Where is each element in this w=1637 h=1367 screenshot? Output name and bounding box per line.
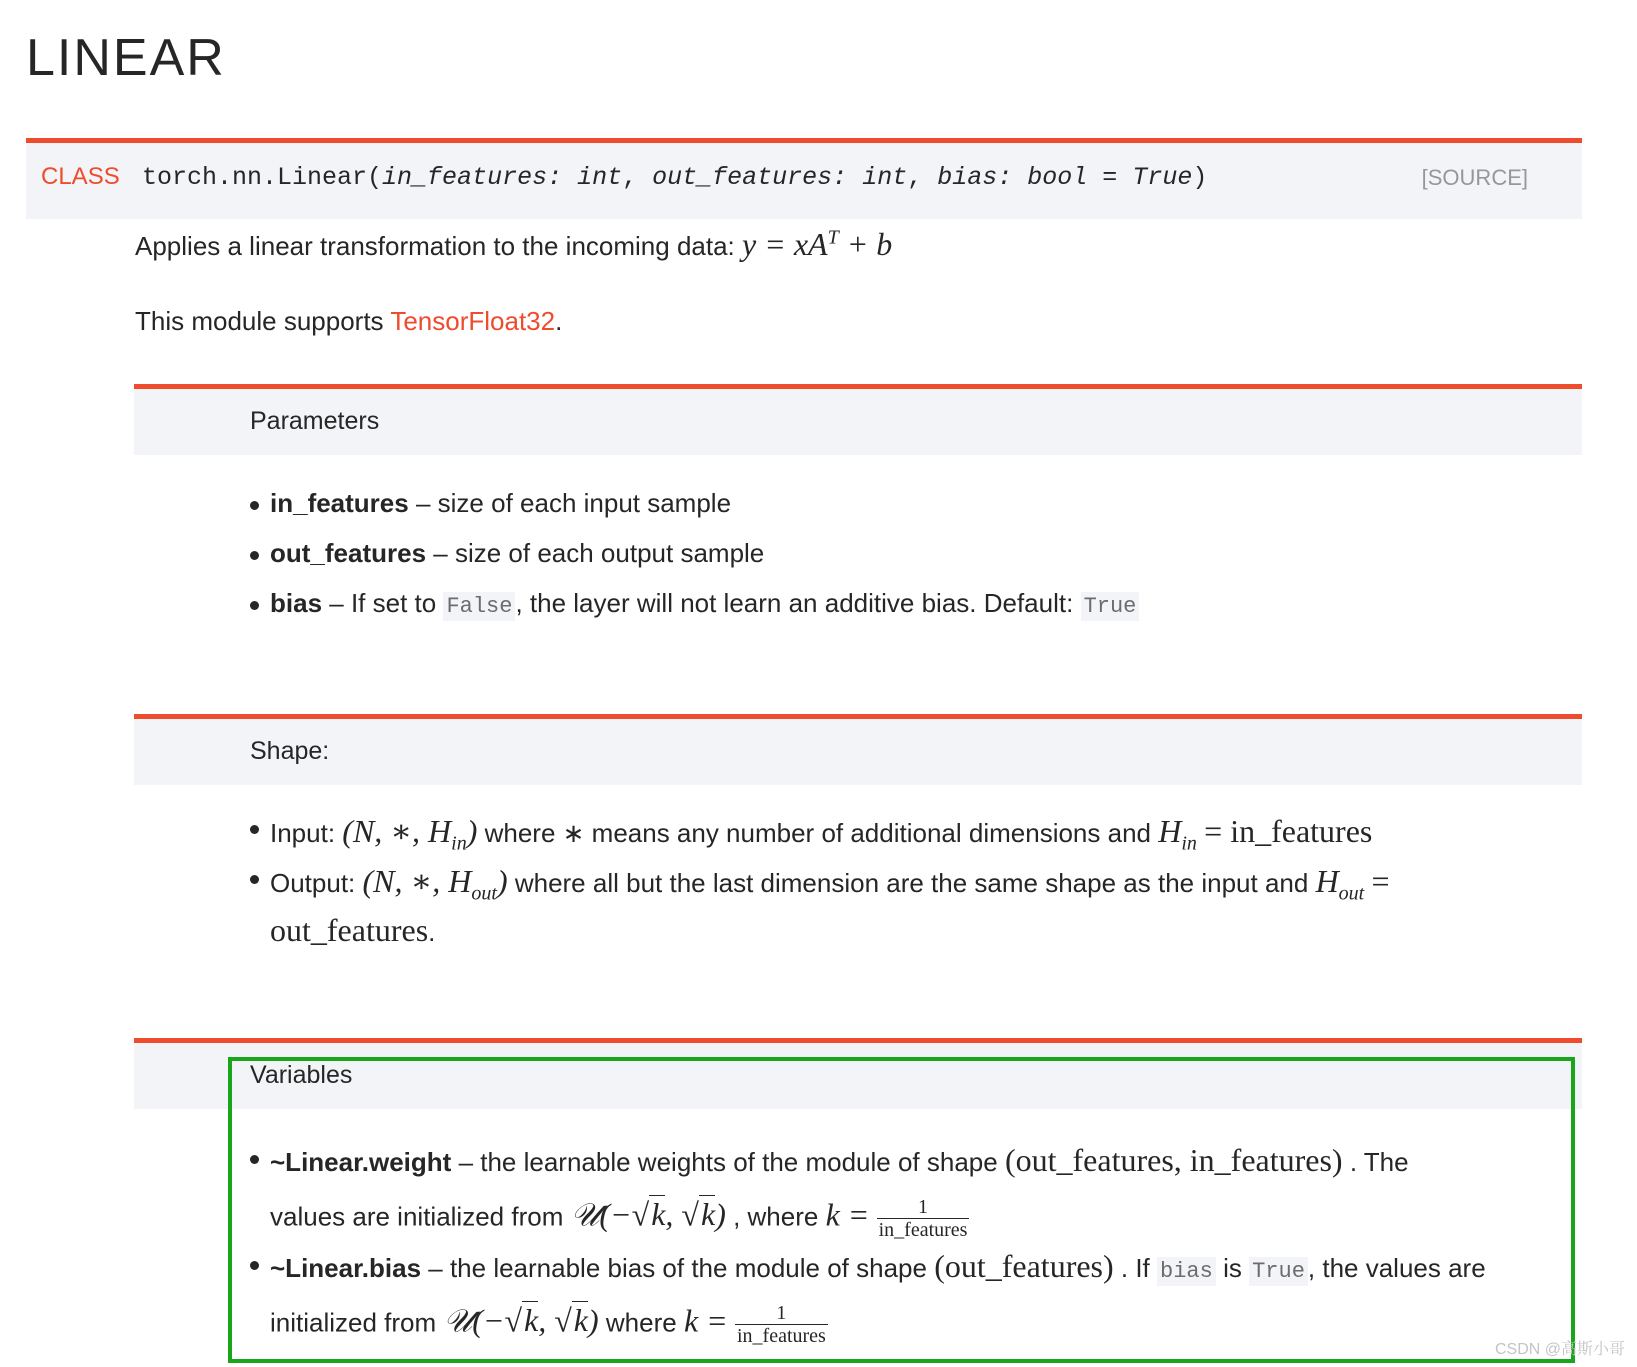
param-name: bias [270, 588, 323, 618]
tf32-note: This module supports TensorFloat32. [135, 306, 563, 336]
code-true: True [1081, 592, 1140, 621]
highlight-box [228, 1057, 1575, 1363]
output-shape-math: (N, ∗, $H_{out}$) [362, 863, 508, 905]
page-title: LINEAR [26, 29, 226, 87]
code-bias: bias [1157, 1257, 1216, 1286]
variable-name: ~Linear.weight [270, 1147, 452, 1177]
list-item: ~Linear.bias – the learnable bias of the module of shape (out_features) . If bias is True , the values are [270, 1248, 1486, 1284]
tensorfloat32-link[interactable]: TensorFloat32 [390, 306, 556, 336]
shape-header: Shape: [134, 714, 1582, 785]
list-item-continuation: initialized from 𝒰(−√k, √k) where k = $\frac{1}{\text{in\_features}}$ [270, 1302, 826, 1347]
list-item: in_features – size of each input sample [270, 488, 732, 518]
k-fraction: $\frac{1}{\text{in\_features}}$ [878, 1196, 968, 1241]
description-formula: $y = xA^T + b$ [742, 226, 893, 262]
list-item: out_features – size of each output sample [270, 538, 765, 568]
variables-header: Variables [134, 1038, 1582, 1109]
close-paren: ) [1192, 163, 1208, 192]
type-int-1: int [577, 163, 623, 192]
param-name: in_features [270, 488, 409, 518]
k-fraction: $\frac{1}{\text{in\_features}}$ [736, 1302, 826, 1347]
watermark: CSDN @高斯小哥 [1494, 1341, 1625, 1358]
type-bool: bool [1027, 163, 1088, 192]
param-out-features: out_features: [652, 163, 848, 192]
list-item: ~Linear.weight – the learnable weights of the module of shape (out_features, in_features) . The [270, 1142, 1409, 1178]
code-true: True [1249, 1257, 1308, 1286]
description-text: Applies a linear transformation to the incoming data: [135, 231, 735, 261]
code-false: False [443, 592, 515, 621]
param-name: out_features [270, 538, 427, 568]
signature-code: torch.nn.Linear(in_features: int, out_features: int, bias: bool = True) [142, 163, 1208, 192]
list-item: Input: (N, ∗, $H_{in}$) where ∗ means any number of additional dimensions and $H_{in}$ = in_features [270, 813, 1373, 855]
list-item: bias – If set to False , the layer will not learn an additive bias. Default: True [270, 588, 1139, 619]
uniform-dist-math: 𝒰(−√k, √k) [443, 1302, 599, 1339]
description [135, 226, 892, 263]
list-item-continuation: out_features. [270, 912, 436, 948]
class-keyword: CLASS [41, 163, 120, 190]
equals-sign: = [1102, 163, 1118, 192]
parameters-header: Parameters [134, 384, 1582, 455]
input-shape-math: (N, ∗, $H_{in}$) [342, 813, 478, 855]
h-in-math: $H_{in}$ [1158, 813, 1197, 855]
list-item: Output: (N, ∗, $H_{out}$) where all but the last dimension are the same shape as the input and $H_{out}$ = [270, 863, 1390, 905]
type-int-2: int [862, 163, 908, 192]
source-link[interactable]: [SOURCE] [1421, 165, 1528, 190]
list-item-continuation: values are initialized from 𝒰(−√k, √k) , where k = $\frac{1}{\text{in\_features}}$ [270, 1196, 968, 1241]
variable-name: ~Linear.bias [270, 1253, 422, 1283]
class-signature [26, 138, 1582, 219]
module-name: torch.nn.Linear( [142, 163, 383, 192]
weight-shape-math: (out_features, in_features) [1004, 1142, 1343, 1178]
param-in-features: in_features: [382, 163, 563, 192]
bias-shape-math: (out_features) [934, 1248, 1114, 1284]
param-bias: bias: [937, 163, 1013, 192]
h-out-math: $H_{out}$ [1315, 863, 1365, 905]
default-value: True [1132, 163, 1193, 192]
uniform-dist-math: 𝒰(−√k, √k) [570, 1196, 726, 1233]
